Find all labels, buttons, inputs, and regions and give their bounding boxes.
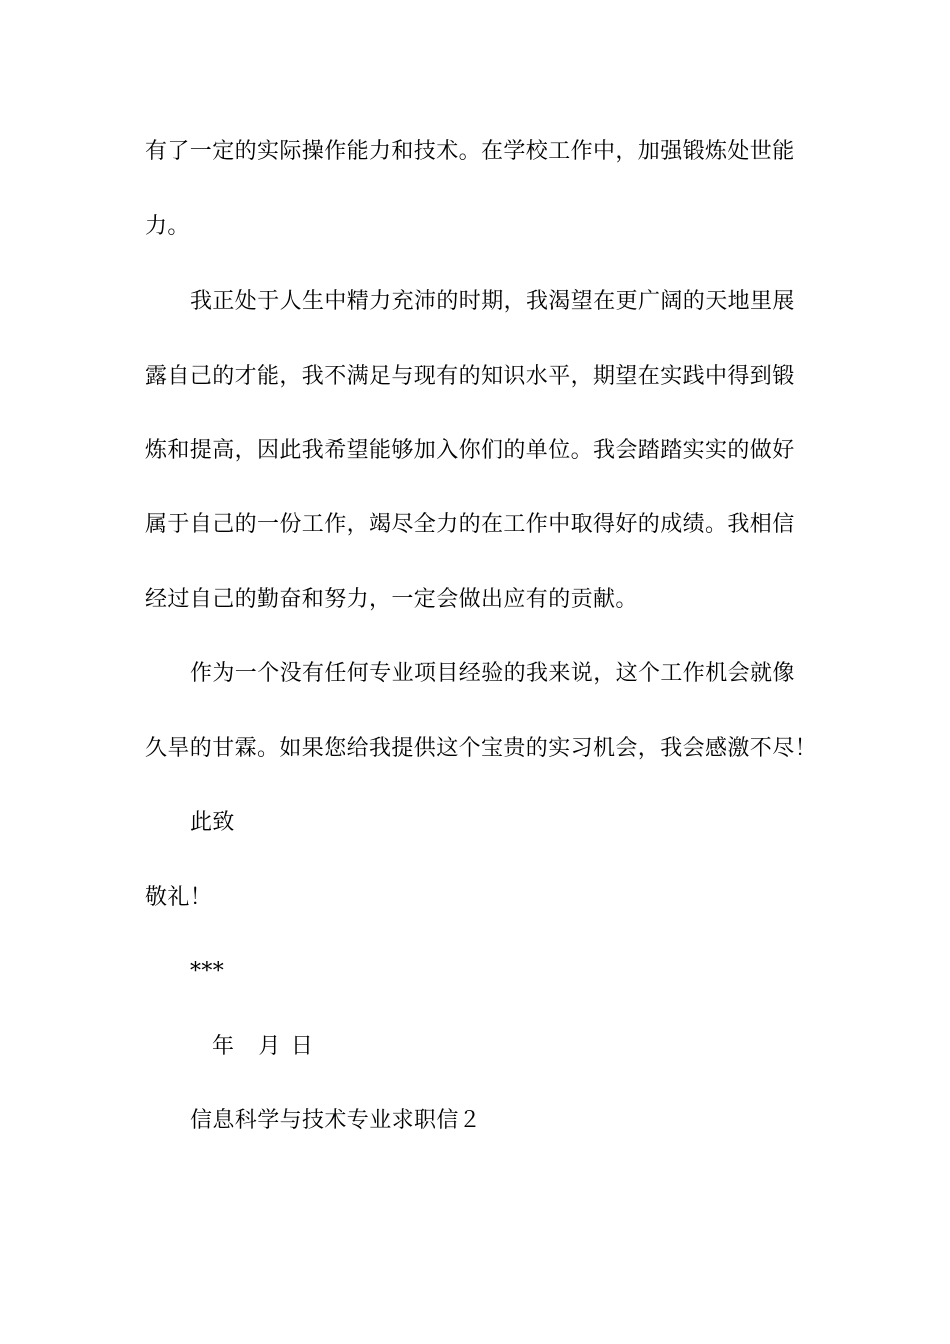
section-title: 信息科学与技术专业求职信２ (190, 1108, 482, 1133)
paragraph-line: 经过自己的勤奋和努力，一定会做出应有的贡献。 (145, 587, 638, 612)
paragraph-line: 属于自己的一份工作，竭尽全力的在工作中取得好的成绩。我相信 (145, 512, 795, 537)
paragraph-line: 我正处于人生中精力充沛的时期，我渴望在更广阔的天地里展 (190, 289, 795, 314)
paragraph-line: 作为一个没有任何专业项目经验的我来说，这个工作机会就像 (190, 661, 795, 686)
paragraph-line: 露自己的才能，我不满足与现有的知识水平，期望在实践中得到锻 (145, 364, 795, 389)
paragraph-line: 力。 (145, 214, 190, 239)
date-month: 月 (258, 1034, 281, 1059)
paragraph-line: 久旱的甘霖。如果您给我提供这个宝贵的实习机会，我会感激不尽！ (145, 736, 818, 761)
date-line (212, 1032, 872, 1062)
signature: *** (190, 959, 225, 984)
closing-salutation: 此致 (190, 810, 235, 835)
paragraph-line: 炼和提高，因此我希望能够加入你们的单位。我会踏踏实实的做好 (145, 438, 795, 463)
closing-regards: 敬礼！ (145, 885, 213, 910)
paragraph-line: 有了一定的实际操作能力和技术。在学校工作中，加强锻炼处世能 (145, 139, 795, 164)
date-day: 日 (290, 1034, 314, 1059)
date-year: 年 (212, 1034, 235, 1059)
